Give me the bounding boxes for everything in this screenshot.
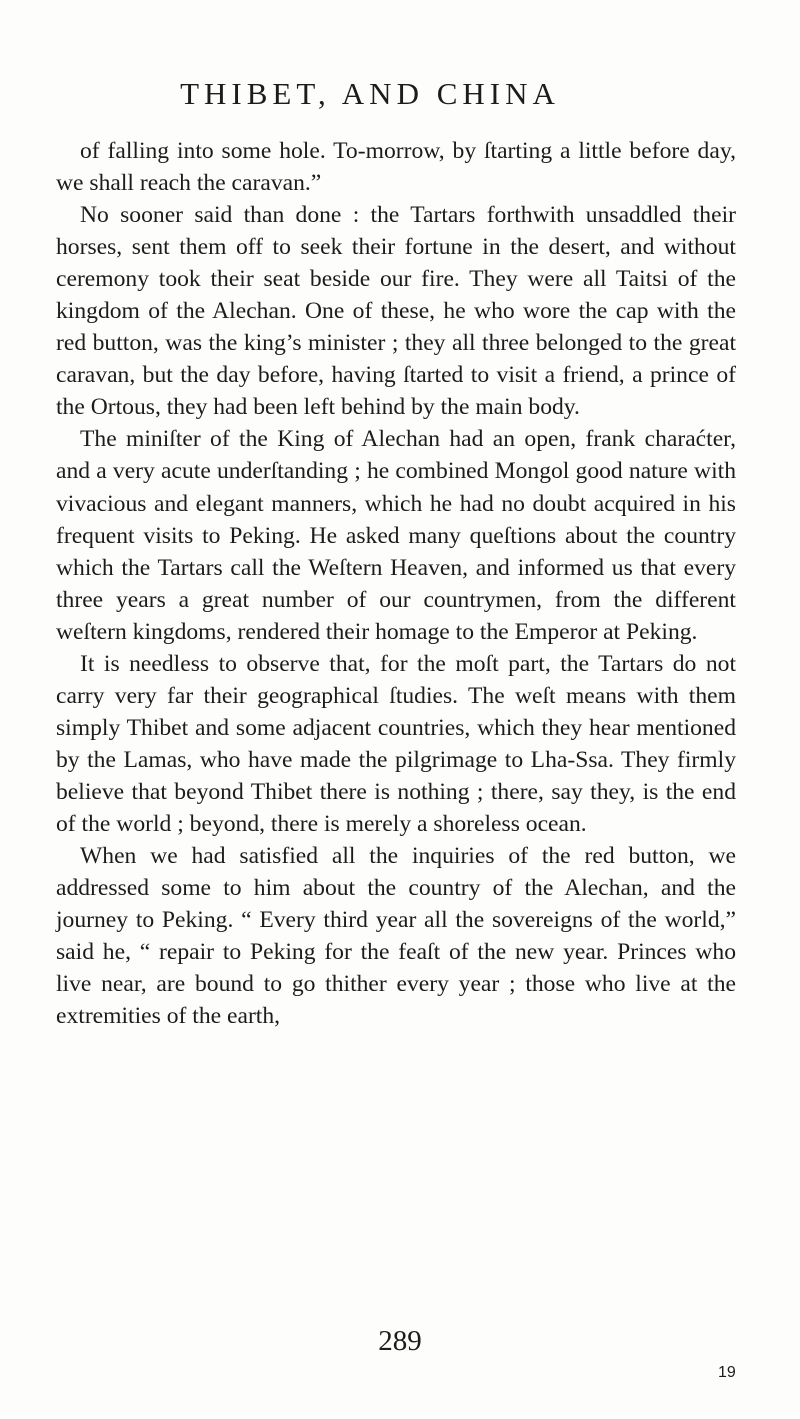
body-text	[56, 135, 736, 1032]
paragraph: The miniſter of the King of Alechan had an open, frank charaćter, and a very acute underſtanding ; he combined Mongol good nature with vivacious and elegant manners, which he had no doubt acquired in his frequent visits to Peking. He asked many queſtions about the country which the Tartars call the Weſtern Heaven, and informed us that every three years a great number of our countrymen, from the different weſtern kingdoms, rendered their homage to the Emperor at Peking.	[56, 426, 736, 645]
paragraph: It is needless to observe that, for the moſt part, the Tartars do not carry very far their geographical ſtudies. The weſt means with them simply Thibet and some adjacent countries, which they hear mentioned by the Lamas, who have made the pilgrimage to Lha-Ssa. They firmly believe that beyond Thibet there is nothing ; there, say they, is the end of the world ; beyond, there is merely a shoreless ocean.	[56, 650, 736, 837]
page-number: 289	[378, 1325, 422, 1357]
running-header: THIBET, AND CHINA	[180, 76, 560, 111]
paragraph: of falling into some hole. To-morrow, by ſtarting a little before day, we shall reach the caravan.”	[56, 138, 736, 197]
paragraph: No sooner said than done : the Tartars forthwith unsaddled their horses, sent them off to seek their fortune in the desert, and without ceremony took their seat beside our fire. They were all Taitsi of the kingdom of the Alechan. One of these, he who wore the cap with the red button, was the king’s minister ; they all three belonged to the great caravan, but the day before, having ſtarted to visit a friend, a prince of the Ortous, they had been left behind by the main body.	[56, 202, 736, 421]
signature-mark: 19	[718, 1364, 736, 1381]
paragraph: When we had satisfied all the inquiries of the red button, we addressed some to him about the country of the Alechan, and the journey to Peking. “ Every third year all the sovereigns of the world,” said he, “ repair to Peking for the feaſt of the new year. Princes who live near, are bound to go thither every year ; those who live at the extremities of the earth,	[56, 843, 736, 1030]
